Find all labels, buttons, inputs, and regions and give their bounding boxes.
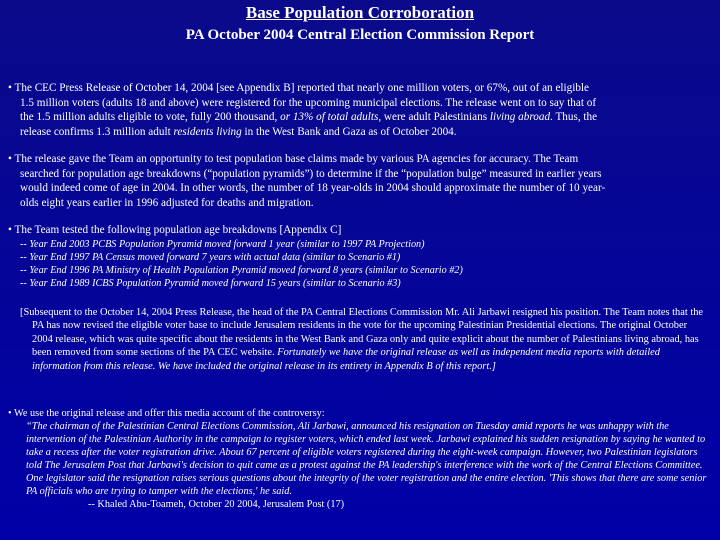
bullet-line	[8, 81, 713, 96]
bullet-line	[8, 223, 713, 238]
page-subtitle: PA October 2004 Central Election Commission Report	[185, 27, 535, 43]
bullet-marker: •	[8, 153, 12, 165]
bullet-continuation	[8, 167, 713, 211]
bullet-text: would indeed come of age in 2004. In other words, the number of 18 year-olds in 2004 should approximate the number of 10 year-	[20, 182, 606, 195]
list-item: -- Year End 1996 PA Ministry of Health Population Pyramid moved forward 8 years (similar to Scenario #2)	[20, 264, 463, 276]
media-quote: “The chairman of the Palestinian Central Elections Commission, Ali Jarbawi, announced his resignation on Tuesday amid reports he was unhappy with the intervention of the Palestinian Authority in the campaign to register voters, which ended last week. Jarbawi explained his sudden resignation by saying he wanted to take a recess after the voter registration drive. About 67 percent of eligible voters registered during the eight-week campaign. However, two Palestinian legislators told The Jerusalem Post that Jarbawi's decision to quit came as a protest against the PA leadership's interference with the work of the Central Elections Committee. One legislator said the resignation raises serious questions about the integrity of the voter registration and the entire election. 'This shows that there are some senior PA officials who are trying to tamper with the elections,' he said.	[26, 421, 707, 497]
bullet-text: The Team tested the following population age breakdowns [Appendix C]	[14, 224, 342, 236]
list-item: -- Year End 1997 PA Census moved forward 7 years with actual data (similar to Scenario #1)	[20, 251, 401, 263]
bullet-continuation	[8, 96, 713, 140]
bullet-text: The CEC Press Release of October 14, 2004 [see Appendix B] reported that nearly one million voters, or 67%, out of an eligible	[14, 82, 589, 94]
bullet-text: . Thus, the	[550, 111, 598, 124]
bullet-text: We use the original release and offer this media account of the controversy:	[14, 408, 325, 419]
bullet-marker: •	[8, 82, 12, 94]
bullet-text: 1.5 million voters (adults 18 and above) were registered for the upcoming municipal elections. The release went on to say that of	[20, 96, 597, 109]
emphasis-text: or 13% of total adults	[280, 111, 379, 124]
bullet-text: searched for population age breakdowns (“population pyramids”) to determine if the “population bulge” measured in earlier years	[20, 167, 602, 180]
bullet-marker: •	[8, 408, 12, 419]
media-intro	[8, 407, 713, 420]
note-emphasis: Fortunately we have the original release as well as independent media reports with detailed information from this release. We have included the original release in its entirety in Appendix B of this report.]	[32, 347, 660, 372]
note-text: [Subsequent to the October 14, 2004 Press Release, the head of the PA Central Elections Commission Mr. Ali Jarbawi resigned his position. The Team notes that the PA has now revised the eligible voter base to include Jerusalem residents in the vote for the upcoming Palestinian Presidential elections. The original October 2004 release, which was quite specific about the residents in the West Bank and Gaza only and quite explicit about the number of Palestinians living abroad, has been removed from some sections of the PA CEC website.	[20, 307, 704, 359]
emphasis-text: living abroad	[489, 111, 551, 124]
bullet-text: in the West Bank and Gaza as of October 2004.	[244, 125, 457, 138]
note-body	[20, 306, 710, 373]
media-account	[8, 407, 713, 511]
page-title: Base Population Corroboration	[245, 3, 475, 22]
bullet-age-breakdowns	[8, 223, 713, 290]
bullet-text: , were adult Palestinians	[378, 111, 488, 124]
list-item: -- Year End 1989 ICBS Population Pyramid moved forward 15 years (similar to Scenario #3)	[20, 277, 401, 289]
bullet-population-test	[8, 152, 713, 210]
bullet-cec-release	[8, 81, 713, 139]
bullet-text: release confirms 1.3 million adult	[20, 125, 171, 138]
bullet-text: the 1.5 million adults eligible to vote, fully 200 thousand,	[20, 111, 278, 124]
bullet-text: olds eight years earlier in 1996 adjusted for deaths and migration.	[20, 196, 314, 209]
bullet-line	[8, 152, 713, 167]
emphasis-text: residents living	[173, 125, 242, 138]
bracketed-note	[20, 306, 710, 373]
quote-attribution: -- Khaled Abu-Toameh, October 20 2004, Jerusalem Post (17)	[88, 499, 345, 510]
bullet-marker: •	[8, 224, 12, 236]
bullet-text: The release gave the Team an opportunity to test population base claims made by various PA agencies for accuracy. The Team	[14, 153, 579, 165]
list-item: -- Year End 2003 PCBS Population Pyramid moved forward 1 year (similar to 1997 PA Projection)	[20, 238, 425, 250]
